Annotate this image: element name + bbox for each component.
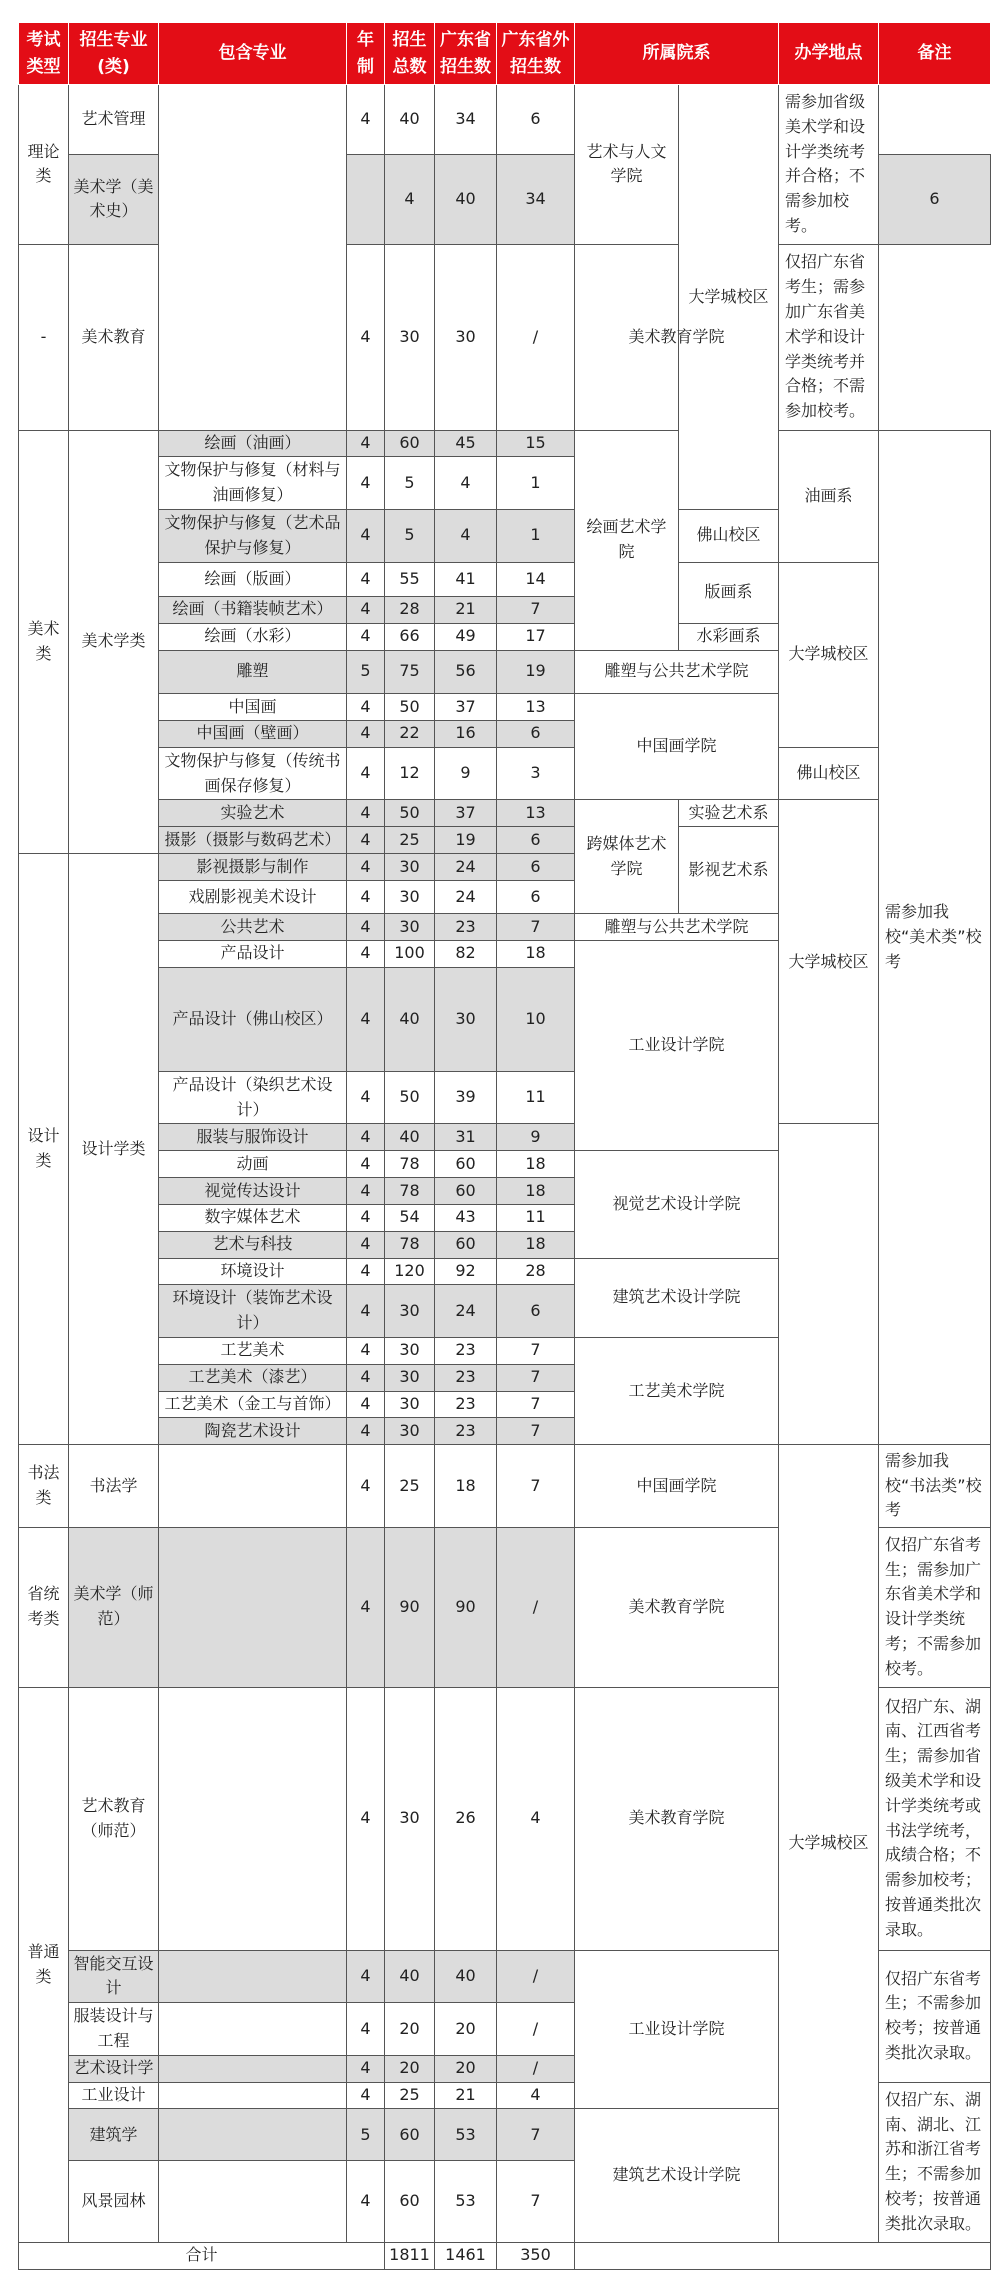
header-exam-type: 考试类型 [19,23,69,85]
cell-department: 版画系 [679,562,779,623]
cell-years: 4 [347,1151,385,1178]
cell-outside-count: 18 [497,1231,575,1258]
cell-college: 跨媒体艺术学院 [575,800,679,914]
cell-outside-count: / [497,2003,575,2056]
total-label: 合计 [19,2242,385,2269]
cell-sub-major: 绘画（书籍装帧艺术） [159,596,347,623]
cell-total: 25 [385,1445,435,1528]
cell-gd-count: 39 [435,1071,497,1124]
cell-major: 风景园林 [69,2161,159,2242]
cell-gd-count: 60 [435,1231,497,1258]
cell-sub-major: 环境设计 [159,1258,347,1285]
cell-total: 30 [385,854,435,881]
cell-major: 美术教育 [69,244,159,430]
cell-college: 建筑艺术设计学院 [575,2109,779,2242]
cell-gd-count: 37 [435,694,497,721]
cell-major: 智能交互设计 [69,1950,159,2003]
cell-outside-count: 7 [497,1418,575,1445]
cell-major: 服装设计与工程 [69,2003,159,2056]
cell-sub-major [159,2082,347,2109]
cell-total: 12 [385,747,435,800]
cell-sub-major: 实验艺术 [159,800,347,827]
cell-total: 75 [385,650,435,694]
cell-sub-major: 中国画 [159,694,347,721]
cell-outside-count: / [497,1527,575,1687]
cell-years: 4 [347,914,385,941]
cell-years: 4 [347,85,385,155]
cell-outside-count: 6 [497,1285,575,1338]
header-total: 招生总数 [385,23,435,85]
cell-years: 4 [347,1178,385,1205]
cell-gd-count: 20 [435,2055,497,2082]
cell-outside-count: / [497,244,575,430]
cell-outside-count: 6 [879,154,991,244]
cell-sub-major [159,2055,347,2082]
cell-gd-count: 23 [435,914,497,941]
cell-years: 4 [347,562,385,596]
cell-outside-count: 1 [497,509,575,562]
cell-total: 66 [385,623,435,650]
table-row [19,1391,991,1418]
cell-total: 30 [385,1364,435,1391]
cell-sub-major [159,85,347,431]
cell-years: 4 [347,747,385,800]
cell-department: 实验艺术系 [679,800,779,827]
cell-sub-major: 陶瓷艺术设计 [159,1418,347,1445]
cell-outside-count: 9 [497,1124,575,1151]
header-gd: 广东省招生数 [435,23,497,85]
cell-notes: 仅招广东省考生；不需参加校考；按普通类批次录取。 [879,1950,991,2082]
cell-total: 78 [385,1178,435,1205]
cell-outside-count: / [497,1950,575,2003]
cell-total: 30 [385,1418,435,1445]
cell-sub-major: 环境设计（装饰艺术设计） [159,1285,347,1338]
cell-campus: 大学城校区 [779,800,879,1124]
cell-total: 5 [385,457,435,510]
cell-sub-major: 绘画（版画） [159,562,347,596]
cell-major: 美术学（美术史） [69,154,159,244]
cell-gd-count: 18 [435,1445,497,1528]
cell-college: 美术教育学院 [575,244,779,430]
cell-sub-major: 公共艺术 [159,914,347,941]
cell-sub-major: 视觉传达设计 [159,1178,347,1205]
cell-sub-major: 产品设计（染织艺术设计） [159,1071,347,1124]
cell-years: 4 [347,2055,385,2082]
cell-gd-count: 30 [435,244,497,430]
cell-major: 美术学（师范） [69,1527,159,1687]
cell-campus: 大学城校区 [779,1445,879,2242]
cell-sub-major: 艺术与科技 [159,1231,347,1258]
cell-total: 100 [385,940,435,967]
cell-sub-major [347,154,385,244]
cell-sub-major: 文物保护与修复（材料与油画修复） [159,457,347,510]
cell-total: 78 [385,1231,435,1258]
cell-gd-count: 19 [435,827,497,854]
cell-sub-major: 工艺美术（金工与首饰） [159,1391,347,1418]
cell-total: 40 [385,1124,435,1151]
cell-gd-count: 92 [435,1258,497,1285]
cell-college: 视觉艺术设计学院 [575,1151,779,1258]
cell-sub-major: 影视摄影与制作 [159,854,347,881]
cell-gd-count: 16 [435,720,497,747]
cell-sub-major: 中国画（壁画） [159,720,347,747]
cell-years: 4 [347,1231,385,1258]
cell-outside-count: 6 [497,720,575,747]
cell-years: 4 [347,244,385,430]
enrollment-table [18,22,991,2270]
cell-years: 4 [347,694,385,721]
cell-gd-count: 43 [435,1204,497,1231]
cell-sub-major [159,1445,347,1528]
cell-gd-count: 24 [435,880,497,913]
cell-campus: 大学城校区 [679,85,779,510]
table-header [19,23,991,85]
cell-total: 22 [385,720,435,747]
header-notes: 备注 [879,23,991,85]
cell-total: 30 [385,244,435,430]
cell-years: 4 [347,1418,385,1445]
cell-total: 5 [385,509,435,562]
cell-outside-count: 3 [497,747,575,800]
cell-outside-count: 15 [497,430,575,457]
cell-gd-count: 21 [435,596,497,623]
cell-years: 4 [347,2082,385,2109]
cell-outside-count: 17 [497,623,575,650]
cell-gd-count: 30 [435,967,497,1071]
cell-total: 30 [385,1285,435,1338]
cell-total: 60 [385,2161,435,2242]
cell-exam-type: 书法类 [19,1445,69,1528]
cell-total: 78 [385,1151,435,1178]
header-campus: 办学地点 [779,23,879,85]
cell-major: 设计学类 [69,854,159,1445]
cell-college: 美术教育学院 [575,1687,779,1950]
cell-total: 25 [385,827,435,854]
cell-total: 28 [385,596,435,623]
cell-college: 美术教育学院 [575,1527,779,1687]
cell-gd-count: 40 [435,1950,497,2003]
cell-notes: 需参加省级美术学和设计学类统考并合格；不需参加校考。 [779,85,879,245]
table-row [19,1418,991,1445]
cell-sub-major: 工艺美术（漆艺） [159,1364,347,1391]
cell-notes: 仅招广东省考生；需参加广东省美术学和设计学类统考并合格；不需参加校考。 [779,244,879,430]
table-row [19,1285,991,1338]
cell-years: 4 [347,1391,385,1418]
cell-college: 雕塑与公共艺术学院 [575,650,779,694]
cell-gd-count: 34 [497,154,575,244]
cell-outside-count: 28 [497,1258,575,1285]
cell-years: 4 [347,2161,385,2242]
cell-outside-count: 6 [497,880,575,913]
cell-college: 中国画学院 [575,694,779,800]
cell-notes: 需参加我校“美术类”校考 [879,430,991,1445]
cell-years: 4 [347,1285,385,1338]
header-college: 所属院系 [575,23,779,85]
cell-outside-count: 10 [497,967,575,1071]
cell-total: 60 [385,430,435,457]
cell-total: 55 [385,562,435,596]
cell-college: 雕塑与公共艺术学院 [575,914,779,941]
cell-notes: 需参加我校“书法类”校考 [879,1445,991,1528]
cell-gd-count: 31 [435,1124,497,1151]
cell-gd-count: 60 [435,1151,497,1178]
cell-years: 4 [347,430,385,457]
cell-gd-count: 24 [435,1285,497,1338]
cell-outside-count: 13 [497,800,575,827]
cell-years: 4 [347,596,385,623]
cell-outside-count: 7 [497,914,575,941]
cell-outside-count: 7 [497,2161,575,2242]
cell-outside-count: 18 [497,1178,575,1205]
total-row [19,2242,991,2269]
cell-sub-major [159,2161,347,2242]
cell-department: 影视艺术系 [679,827,779,914]
cell-sub-major: 绘画（油画） [159,430,347,457]
table-row [19,562,991,596]
cell-major: 美术学类 [69,430,159,853]
cell-gd-count: 53 [435,2161,497,2242]
cell-gd-count: 23 [435,1391,497,1418]
cell-sub-major [159,1687,347,1950]
cell-outside-count: 4 [497,2082,575,2109]
cell-major: 工业设计 [69,2082,159,2109]
table-row [19,1445,991,1528]
cell-outside-count: 6 [497,854,575,881]
cell-total: 20 [385,2003,435,2056]
cell-notes: 仅招广东、湖南、江西省考生；需参加省级美术学和设计学类统考或书法学统考，成绩合格；不需参加校考；按普通类批次录取。 [879,1687,991,1950]
cell-outside-count: 6 [497,827,575,854]
cell-gd-count: 26 [435,1687,497,1950]
cell-exam-type: 理论类 [19,85,69,245]
cell-gd-count: 82 [435,940,497,967]
cell-sub-major: 摄影（摄影与数码艺术） [159,827,347,854]
cell-sub-major: 文物保护与修复（传统书画保存修复） [159,747,347,800]
cell-gd-count: 34 [435,85,497,155]
cell-sub-major [159,1950,347,2003]
cell-exam-type: 设计类 [19,854,69,1445]
total-count: 1811 [385,2242,435,2269]
table-row [19,1231,991,1258]
table-row [19,1258,991,1285]
cell-total: 30 [385,1337,435,1364]
cell-college: 绘画艺术学院 [575,430,679,650]
cell-gd-count: 41 [435,562,497,596]
cell-sub-major: 产品设计 [159,940,347,967]
cell-years: 4 [347,509,385,562]
cell-outside-count: 7 [497,1337,575,1364]
cell-gd-count: 23 [435,1418,497,1445]
cell-sub-major: 动画 [159,1151,347,1178]
cell-major: 建筑学 [69,2109,159,2161]
cell-total: 50 [385,800,435,827]
cell-total: 40 [385,85,435,155]
cell-years: 4 [347,1204,385,1231]
cell-years: 4 [347,1337,385,1364]
cell-college: 工业设计学院 [575,1950,779,2109]
cell-gd-count: 49 [435,623,497,650]
cell-outside-count: 7 [497,1445,575,1528]
cell-years: 4 [347,1687,385,1950]
cell-gd-count: 9 [435,747,497,800]
cell-years: 4 [347,880,385,913]
cell-outside-count: / [497,2055,575,2082]
cell-years: 4 [347,967,385,1071]
cell-years: 4 [347,1445,385,1528]
table-row [19,1124,991,1151]
cell-total: 50 [385,694,435,721]
cell-years: 4 [347,1071,385,1124]
table-row [19,430,991,457]
cell-outside-count: 1 [497,457,575,510]
cell-outside-count: 13 [497,694,575,721]
table-row [19,1337,991,1364]
cell-years: 4 [347,827,385,854]
cell-sub-major: 数字媒体艺术 [159,1204,347,1231]
cell-gd-count: 37 [435,800,497,827]
cell-gd-count: 23 [435,1337,497,1364]
cell-total: 20 [385,2055,435,2082]
cell-gd-count: 4 [435,509,497,562]
table-row [19,1178,991,1205]
cell-college: 建筑艺术设计学院 [575,1258,779,1337]
cell-notes: 仅招广东省考生；需参加广东省美术学和设计学类统考；不需参加校考。 [879,1527,991,1687]
table-row [19,1364,991,1391]
total-blank [575,2242,991,2269]
cell-sub-major: 雕塑 [159,650,347,694]
cell-outside-count: 4 [497,1687,575,1950]
cell-total: 90 [385,1527,435,1687]
cell-outside-count: 7 [497,596,575,623]
cell-years: 4 [347,1124,385,1151]
cell-years: 4 [347,1527,385,1687]
cell-total: 30 [385,914,435,941]
cell-total: 40 [385,967,435,1071]
cell-sub-major: 绘画（水彩） [159,623,347,650]
cell-total: 30 [385,1687,435,1950]
cell-campus: 佛山校区 [679,509,779,562]
cell-outside-count: 18 [497,1151,575,1178]
cell-department: 水彩画系 [679,623,779,650]
cell-exam-type: - [19,244,69,430]
cell-college: 中国画学院 [575,1445,779,1528]
cell-years: 5 [347,2109,385,2161]
table-row [19,1151,991,1178]
cell-major: 艺术设计学 [69,2055,159,2082]
cell-sub-major: 文物保护与修复（艺术品保护与修复） [159,509,347,562]
cell-gd-count: 21 [435,2082,497,2109]
cell-department: 油画系 [779,430,879,562]
cell-sub-major: 工艺美术 [159,1337,347,1364]
cell-total: 54 [385,1204,435,1231]
cell-gd-count: 90 [435,1527,497,1687]
cell-years: 4 [347,800,385,827]
cell-outside-count: 19 [497,650,575,694]
cell-total: 25 [385,2082,435,2109]
table-row [19,1204,991,1231]
cell-major: 书法学 [69,1445,159,1528]
cell-total: 40 [385,1950,435,2003]
cell-gd-count: 60 [435,1178,497,1205]
total-gd: 1461 [435,2242,497,2269]
cell-campus: 佛山校区 [779,747,879,800]
header-outside: 广东省外招生数 [497,23,575,85]
header-major: 招生专业(类) [69,23,159,85]
cell-years: 4 [347,854,385,881]
cell-years: 5 [347,650,385,694]
cell-outside-count: 7 [497,1364,575,1391]
total-outside: 350 [497,2242,575,2269]
cell-years: 4 [347,1258,385,1285]
cell-total: 30 [385,880,435,913]
cell-gd-count: 20 [435,2003,497,2056]
cell-exam-type: 普通类 [19,1687,69,2242]
cell-years: 4 [347,1364,385,1391]
cell-outside-count: 7 [497,2109,575,2161]
cell-gd-count: 56 [435,650,497,694]
table-body [19,85,991,2270]
cell-college: 工业设计学院 [575,940,779,1150]
cell-years: 4 [347,2003,385,2056]
cell-years: 4 [347,940,385,967]
cell-years: 4 [385,154,435,244]
cell-gd-count: 45 [435,430,497,457]
cell-outside-count: 11 [497,1071,575,1124]
table-row [19,747,991,800]
cell-years: 4 [347,457,385,510]
cell-outside-count: 18 [497,940,575,967]
cell-total: 40 [435,154,497,244]
cell-sub-major: 戏剧影视美术设计 [159,880,347,913]
cell-total: 60 [385,2109,435,2161]
cell-notes: 仅招广东、湖南、湖北、江苏和浙江省考生；不需参加校考；按普通类批次录取。 [879,2082,991,2242]
cell-outside-count: 7 [497,1391,575,1418]
cell-years: 4 [347,720,385,747]
cell-sub-major: 产品设计（佛山校区） [159,967,347,1071]
cell-outside-count: 11 [497,1204,575,1231]
cell-outside-count: 14 [497,562,575,596]
cell-total: 50 [385,1071,435,1124]
cell-sub-major [159,1527,347,1687]
cell-gd-count: 24 [435,854,497,881]
cell-gd-count: 23 [435,1364,497,1391]
cell-major: 艺术教育（师范） [69,1687,159,1950]
header-years: 年制 [347,23,385,85]
cell-college: 艺术与人文学院 [575,85,679,245]
cell-gd-count: 53 [435,2109,497,2161]
cell-sub-major [159,2109,347,2161]
header-sub-major: 包含专业 [159,23,347,85]
cell-campus: 大学城校区 [779,562,879,747]
cell-total: 30 [385,1391,435,1418]
cell-outside-count: 6 [497,85,575,155]
cell-college: 工艺美术学院 [575,1337,779,1444]
cell-total: 120 [385,1258,435,1285]
table-row [19,800,991,827]
cell-years: 4 [347,1950,385,2003]
cell-sub-major: 服装与服饰设计 [159,1124,347,1151]
cell-exam-type: 美术类 [19,430,69,853]
table-row [19,85,991,155]
cell-sub-major [159,2003,347,2056]
cell-years: 4 [347,623,385,650]
cell-gd-count: 4 [435,457,497,510]
cell-exam-type: 省统考类 [19,1527,69,1687]
cell-major: 艺术管理 [69,85,159,155]
